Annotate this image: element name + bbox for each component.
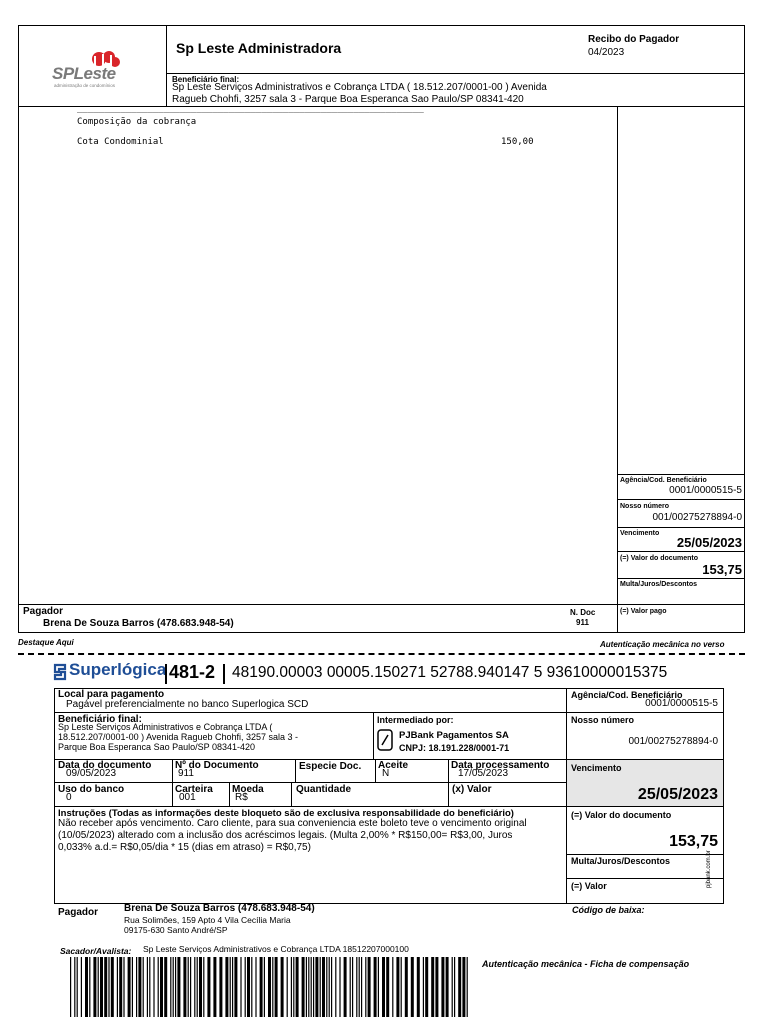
ndoc-value: 911 <box>576 618 589 627</box>
divider <box>166 25 167 106</box>
fines-label: Multa/Juros/Descontos <box>620 581 698 588</box>
item-amount: 150,00 <box>501 137 534 147</box>
barcode-bar <box>93 957 96 1017</box>
barcode-bar <box>335 957 336 1017</box>
barcode-bar <box>296 957 299 1017</box>
auth-label: Autenticação mecânica - Ficha de compensação <box>482 959 690 969</box>
barcode-bar <box>374 957 377 1017</box>
barcode-bar <box>454 957 455 1017</box>
barcode-bar <box>441 957 444 1017</box>
beneficiary-label: Beneficiário final: <box>58 714 142 725</box>
payer-address: 09175-630 Santo André/SP <box>124 925 228 935</box>
barcode-bar <box>240 957 241 1017</box>
barcode-bar <box>293 957 294 1017</box>
bank-code: 481-2 <box>169 662 216 682</box>
barcode-bar <box>272 957 273 1017</box>
barcode-bar <box>446 957 449 1017</box>
instructions-label: Instruções (Todas as informações deste bloqueto são de exclusiva responsabilidade do beneficiário) <box>58 808 514 819</box>
barcode-bar <box>264 957 265 1017</box>
our-number-value: 001/00275278894-0 <box>628 736 718 747</box>
place-label: Local para pagamento <box>58 689 165 700</box>
barcode-bar <box>136 957 137 1017</box>
side-text: pjbank.com.br <box>706 850 712 888</box>
due-value: 25/05/2023 <box>637 786 718 803</box>
barcode-bar <box>177 957 180 1017</box>
due-label: Vencimento <box>571 763 622 773</box>
divider <box>617 474 745 475</box>
divider <box>291 782 292 806</box>
drawer-value: Sp Leste Serviços Administrativos e Cobrança LTDA 18512207000100 <box>143 944 409 954</box>
barcode-bar <box>160 957 163 1017</box>
due-value: 25/05/2023 <box>676 535 742 550</box>
divider <box>617 578 745 579</box>
barcode-bar <box>138 957 141 1017</box>
divider <box>223 664 225 684</box>
divider <box>617 106 618 633</box>
barcode-bar <box>153 957 154 1017</box>
bank-use-value: 0 <box>66 792 72 803</box>
barcode-bar <box>344 957 347 1017</box>
divider <box>54 806 724 807</box>
barcode-bar <box>100 957 103 1017</box>
receipt-title: Recibo do Pagador <box>588 34 680 45</box>
ndoc-label: N. Doc <box>570 608 596 617</box>
company-logo <box>52 50 132 94</box>
doc-value: 153,75 <box>702 562 742 577</box>
currency-label: Moeda <box>232 784 264 795</box>
barcode-bar <box>225 957 228 1017</box>
barcode-bar <box>260 957 263 1017</box>
intermediary-cnpj: CNPJ: 18.191.228/0001-71 <box>399 743 510 753</box>
barcode-bar <box>401 957 402 1017</box>
species-label: Especie Doc. <box>299 761 362 772</box>
barcode-bar <box>431 957 434 1017</box>
divider <box>566 854 724 855</box>
barcode-bar <box>247 957 250 1017</box>
logo-text: SPLeste <box>52 64 116 83</box>
barcode-bar <box>308 957 309 1017</box>
barcode-bar <box>378 957 379 1017</box>
barcode-bar <box>386 957 389 1017</box>
fines-label: Multa/Juros/Descontos <box>571 856 671 866</box>
barcode-bar <box>452 957 453 1017</box>
wallet-value: 001 <box>179 792 196 803</box>
barcode-bar <box>382 957 385 1017</box>
barcode-bar <box>74 957 75 1017</box>
barcode-bar <box>467 957 468 1017</box>
barcode-bar <box>291 957 292 1017</box>
divider <box>375 759 376 782</box>
due-label: Vencimento <box>620 530 660 537</box>
divider <box>165 664 167 684</box>
barcode-bar <box>361 957 362 1017</box>
charged-label: (=) Valor <box>571 881 607 891</box>
barcode-bar <box>213 957 216 1017</box>
beneficiary-label: Beneficiário final: <box>172 75 240 84</box>
barcode-bar <box>339 957 340 1017</box>
barcode-bar <box>411 957 414 1017</box>
barcode-bar <box>232 957 233 1017</box>
agency-label: Agência/Cod. Beneficiário <box>571 690 683 700</box>
doc-date-label: Data do documento <box>58 760 152 771</box>
barcode-bar <box>207 957 210 1017</box>
doc-value: 153,75 <box>669 833 718 850</box>
barcode-bar <box>203 957 204 1017</box>
doc-value-label: (=) Valor do documento <box>620 555 698 562</box>
barcode-bar <box>268 957 271 1017</box>
instructions-line: Não receber após vencimento. Caro cliente, para sua conveniencia este boleto teve o vencimento original <box>58 818 527 829</box>
barcode-bar <box>219 957 222 1017</box>
our-number-label: Nosso número <box>571 715 635 725</box>
processing-label: Data processamento <box>451 760 550 771</box>
barcode-bar <box>417 957 420 1017</box>
paid-label: (=) Valor pago <box>620 608 667 615</box>
our-number-label: Nosso número <box>620 503 670 510</box>
doc-no-label: Nº do Documento <box>175 760 259 771</box>
barcode-bar <box>117 957 118 1017</box>
barcode-bar <box>123 957 124 1017</box>
beneficiary-line: 18.512.207/0001-00 ) Avenida Ragueb Chohfi, 3257 sala 3 - <box>58 732 299 742</box>
payer-label: Pagador <box>58 907 99 918</box>
barcode-bar <box>255 957 256 1017</box>
barcode-bar <box>356 957 357 1017</box>
agency-value: 0001/0000515-5 <box>645 698 718 709</box>
divider <box>617 499 745 500</box>
barcode-bar <box>315 957 318 1017</box>
drawer-label: Sacador/Avalista: <box>60 946 132 956</box>
beneficiary-line: Ragueb Chohfi, 3257 sala 3 - Parque Boa Esperanca Sao Paulo/SP 08341-420 <box>172 94 524 105</box>
beneficiary-line: Parque Boa Esperanca Sao Paulo/SP 08341-420 <box>58 742 255 752</box>
barcode-bar <box>188 957 189 1017</box>
item-description: Cota Condominial <box>77 137 164 147</box>
barcode-bar <box>194 957 195 1017</box>
barcode-bar <box>458 957 461 1017</box>
payer-name: Brena De Souza Barros (478.683.948-54) <box>43 618 234 629</box>
divider <box>54 782 566 783</box>
logo-subtext: administração de condomínios <box>54 83 116 88</box>
digitable-line: 48190.00003 00005.150271 52788.940147 5 93610000015375 <box>232 664 668 681</box>
detach-label: Destaque Aqui <box>18 638 74 647</box>
composition-rule: ________________________________________________________________ <box>77 104 424 114</box>
divider <box>373 712 374 759</box>
agency-label: Agência/Cod. Beneficiário <box>620 477 707 484</box>
composition-title: Composição da cobrança <box>77 117 197 127</box>
barcode-bar <box>281 957 284 1017</box>
auth-verse-label: Autenticação mecânica no verso <box>600 640 725 649</box>
barcode-bar <box>368 957 371 1017</box>
divider <box>566 878 724 879</box>
payer-label: Pagador <box>23 606 64 617</box>
barcode-bar <box>311 957 312 1017</box>
barcode-bar <box>173 957 174 1017</box>
company-name: Sp Leste Administradora <box>176 40 342 56</box>
currency-value: R$ <box>235 792 248 803</box>
divider <box>54 712 724 713</box>
divider <box>18 604 745 605</box>
barcode-bar <box>462 957 465 1017</box>
barcode-bar <box>423 957 424 1017</box>
barcode-bar <box>331 957 332 1017</box>
barcode-bar <box>320 957 321 1017</box>
barcode-bar <box>164 957 167 1017</box>
barcode-bar <box>158 957 159 1017</box>
barcode <box>70 957 470 1017</box>
barcode-bar <box>170 957 171 1017</box>
barcode-bar <box>365 957 366 1017</box>
barcode-bar <box>190 957 191 1017</box>
barcode-bar <box>425 957 428 1017</box>
barcode-bar <box>359 957 360 1017</box>
barcode-bar <box>128 957 131 1017</box>
divider <box>295 759 296 782</box>
instructions-line: (10/05/2023) alterado com a inclusão dos acréscimos legais. (Multa 2,00% * R$150,00= R$3,00, Juros <box>58 830 513 841</box>
payer-name: Brena De Souza Barros (478.683.948-54) <box>124 903 315 914</box>
our-number-value: 001/00275278894-0 <box>652 512 742 523</box>
barcode-bar <box>405 957 408 1017</box>
barcode-bar <box>149 957 150 1017</box>
divider <box>617 527 745 528</box>
divider <box>166 73 745 74</box>
processing-value: 17/05/2023 <box>458 768 509 779</box>
barcode-bar <box>350 957 351 1017</box>
cut-line <box>18 653 745 655</box>
barcode-bar <box>275 957 278 1017</box>
barcode-bar <box>104 957 107 1017</box>
barcode-bar <box>251 957 252 1017</box>
barcode-bar <box>313 957 314 1017</box>
barcode-bar <box>306 957 307 1017</box>
agency-value: 0001/0000515-5 <box>669 485 742 496</box>
barcode-bar <box>326 957 327 1017</box>
place-value: Pagável preferencialmente no banco Superlogica SCD <box>66 699 309 710</box>
bank-brand-text: Superlógica <box>69 660 167 679</box>
intermediary-name: PJBank Pagamentos SA <box>399 730 509 741</box>
quantity-label: Quantidade <box>296 784 352 795</box>
intermediary-label: Intermediado por: <box>377 715 454 725</box>
pjbank-icon <box>377 729 393 751</box>
barcode-bar <box>132 957 133 1017</box>
barcode-bar <box>147 957 148 1017</box>
barcode-bar <box>230 957 231 1017</box>
lower-code-label: Código de baixa: <box>572 905 645 915</box>
barcode-bar <box>197 957 198 1017</box>
barcode-bar <box>435 957 438 1017</box>
barcode-bar <box>183 957 186 1017</box>
barcode-bar <box>85 957 88 1017</box>
divider <box>617 551 745 552</box>
barcode-bar <box>302 957 305 1017</box>
payer-address: Rua Solimões, 159 Apto 4 Vila Cecília Maria <box>124 915 291 925</box>
barcode-bar <box>119 957 122 1017</box>
barcode-bar <box>77 957 78 1017</box>
barcode-bar <box>143 957 144 1017</box>
beneficiary-line: Sp Leste Serviços Administrativos e Cobrança LTDA ( 18.512.207/0001-00 ) Avenida <box>172 82 547 93</box>
superlogica-icon <box>52 662 68 682</box>
receipt-period: 04/2023 <box>588 47 625 58</box>
barcode-bar <box>199 957 202 1017</box>
barcode-bar <box>81 957 82 1017</box>
wallet-label: Carteira <box>175 784 213 795</box>
accept-label: Aceite <box>378 760 409 771</box>
barcode-bar <box>322 957 325 1017</box>
barcode-bar <box>396 957 399 1017</box>
doc-no-value: 911 <box>178 768 194 779</box>
barcode-bar <box>287 957 288 1017</box>
value-label: (x) Valor <box>452 784 492 795</box>
doc-date-value: 09/05/2023 <box>66 768 117 779</box>
barcode-bar <box>111 957 114 1017</box>
bank-use-label: Uso do banco <box>58 784 125 795</box>
barcode-bar <box>70 957 71 1017</box>
barcode-bar <box>98 957 99 1017</box>
accept-value: N <box>382 768 390 779</box>
doc-value-label: (=) Valor do documento <box>571 810 672 820</box>
barcode-bar <box>352 957 353 1017</box>
barcode-bar <box>175 957 176 1017</box>
barcode-bar <box>108 957 109 1017</box>
barcode-bar <box>234 957 237 1017</box>
barcode-bar <box>392 957 393 1017</box>
divider <box>229 782 230 806</box>
instructions-line: 0,033% a.d.= R$0,05/dia * 15 (dias em atraso) = R$0,75) <box>58 842 311 853</box>
beneficiary-line: Sp Leste Serviços Administrativos e Cobrança LTDA ( <box>58 722 273 732</box>
barcode-bar <box>89 957 90 1017</box>
barcode-bar <box>245 957 246 1017</box>
barcode-bar <box>329 957 330 1017</box>
